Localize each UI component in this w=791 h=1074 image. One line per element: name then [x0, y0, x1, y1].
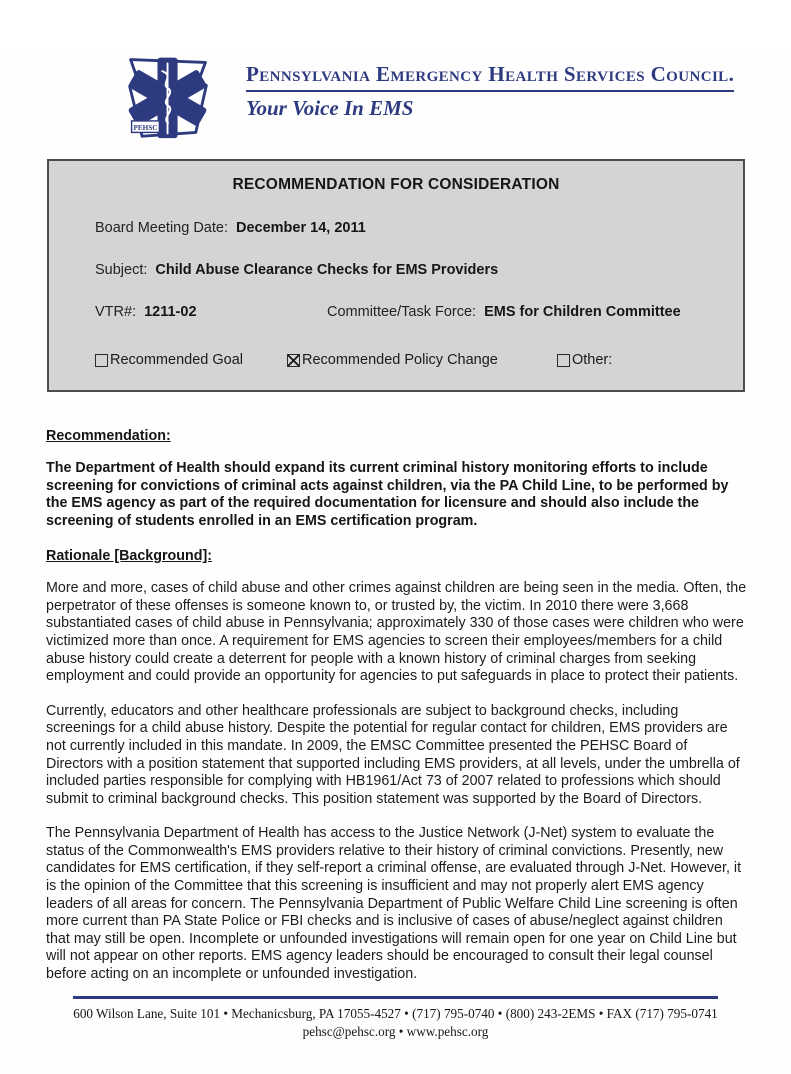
rationale-heading: Rationale [Background]: [46, 548, 213, 565]
document-body [46, 428, 747, 983]
subject-label: Subject: [95, 262, 148, 278]
other-checkbox-icon [557, 354, 570, 367]
star-of-life-keystone-icon [112, 50, 224, 142]
footer-divider [73, 996, 718, 999]
org-name: Pennsylvania Emergency Health Services Council. [246, 62, 734, 92]
subject-row [95, 262, 743, 278]
recommendation-text: The Department of Health should expand its current criminal history monitoring efforts to include screening for convictions of criminal acts against children, via the PA Child Line, to be performed by the EMS agency as part of the required documentation for licensure and should also include the screening of students enrolled in an EMS certification program. [46, 460, 729, 529]
footer-address-line: 600 Wilson Lane, Suite 101 • Mechanicsburg, PA 17055-4527 • (717) 795-0740 • (800) 243-2EMS • FAX (717) 795-0741 [73, 1006, 718, 1021]
org-tagline: Your Voice In EMS [246, 96, 414, 120]
committee-cell [327, 304, 681, 320]
rationale-paragraph-2: Currently, educators and other healthcare professionals are subject to background checks, including screenings for a child abuse history. Despite the potential for regular contact for children, EMS providers are not currently included in this mandate. In 2009, the EMSC Committee presented the PEHSC Board of Directors with a position statement that supported including EMS providers, at all levels, under the umbrella of included parties responsible for complying with HB1961/Act 73 of 2007 related to professions which should submit to criminal background checks. This position statement was supported by the Board of Directors. [46, 702, 740, 807]
checkbox-recommended-goal [95, 352, 287, 368]
vtr-value: 1211-02 [144, 304, 197, 320]
letterhead-text [246, 62, 734, 121]
logo-acronym: PEHSC [133, 124, 158, 133]
recommendation-form-box [47, 159, 745, 392]
checkbox-recommended-policy-change [287, 352, 557, 368]
pehsc-logo [112, 50, 224, 142]
recommended-policy-change-checkbox-icon [287, 354, 300, 367]
vtr-label: VTR#: [95, 304, 137, 320]
committee-label: Committee/Task Force: [327, 304, 477, 320]
committee-value: EMS for Children Committee [484, 304, 681, 320]
rationale-paragraph-1: More and more, cases of child abuse and other crimes against children are being seen in the media. Often, the perpetrator of these offenses is someone known to, or trusted by, the victim. In 2010 there were 3,668 substantiated cases of child abuse in Pennsylvania; approximately 330 of those cases were children who were victimized more than once. A requirement for EMS agencies to screen their employees/members for a child abuse history could create a deterrent for people with a known history of criminal charges from seeking employment and could provide an opportunity for agencies to put safeguards in place to protect their patients. [46, 580, 747, 685]
checkbox-row [95, 352, 743, 368]
checkbox-other [557, 352, 612, 368]
recommended-goal-label: Recommended Goal [110, 352, 243, 368]
other-label: Other: [572, 352, 613, 368]
recommended-goal-checkbox-icon [95, 354, 108, 367]
subject-value: Child Abuse Clearance Checks for EMS Providers [155, 262, 499, 278]
recommendation-heading: Recommendation: [46, 428, 171, 444]
rationale-paragraph-3: The Pennsylvania Department of Health has access to the Justice Network (J-Net) system to evaluate the status of the Commonwealth's EMS providers relative to their history of criminal convictions. Presently, new candidates for EMS certification, if they self-report a criminal offense, are evaluated through J-Net. However, it is the opinion of the Committee that this screening is insufficient and may not properly alert EMS agency leaders of all areas for concern. The Pennsylvania Department of Public Welfare Child Line screening is often more current than PA State Police or FBI checks and is inclusive of cases of abuse/neglect against children that may still be open. Incomplete or unfounded investigations will remain open for one year on Child Line but will not appear on other reports. EMS agency leaders should be encouraged to consult their legal counsel before acting on an incomplete or unfounded investigation. [46, 825, 742, 982]
recommended-policy-change-label: Recommended Policy Change [302, 352, 498, 368]
board-meeting-date-row [95, 220, 743, 236]
form-title: RECOMMENDATION FOR CONSIDERATION [232, 176, 560, 193]
page-footer [0, 996, 791, 1041]
board-meeting-date-label: Board Meeting Date: [95, 220, 228, 236]
board-meeting-date-value: December 14, 2011 [236, 220, 366, 236]
letterhead [112, 50, 791, 144]
vtr-committee-row [95, 304, 743, 320]
footer-contact-line: pehsc@pehsc.org • www.pehsc.org [302, 1023, 489, 1039]
document-page [0, 50, 791, 1074]
vtr-cell [95, 304, 327, 320]
